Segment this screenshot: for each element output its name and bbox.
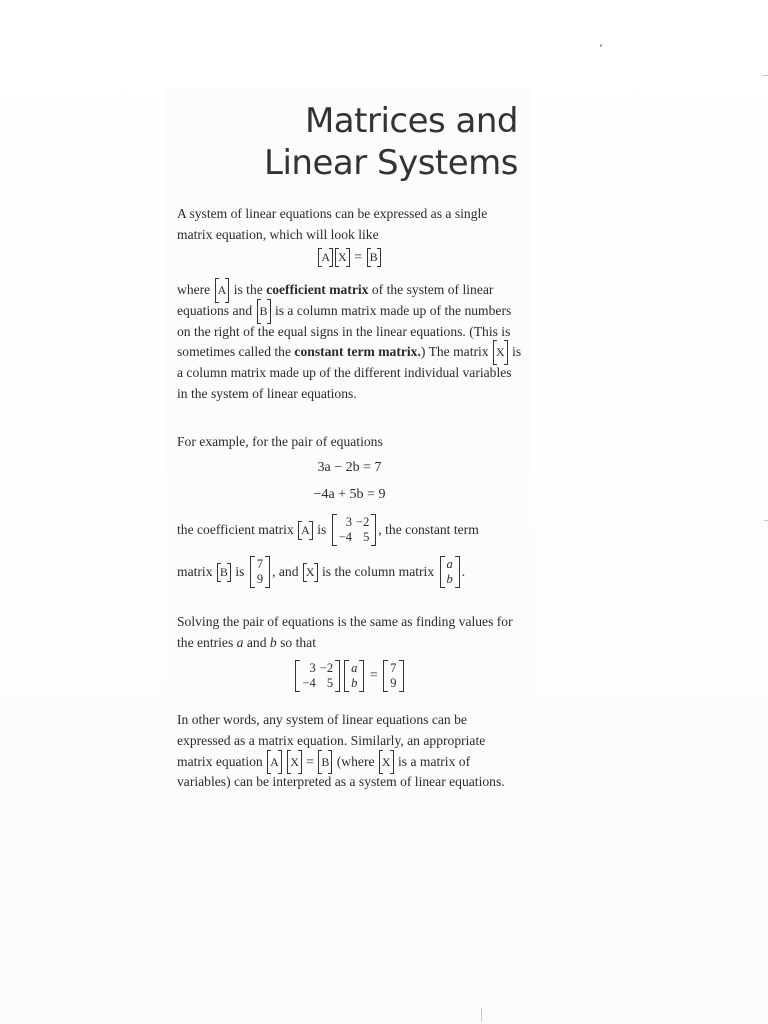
constant-matrix	[383, 660, 403, 692]
equation-2: −4a + 5b = 9	[313, 487, 386, 502]
definition-text: is a column matrix made up of the different individual variables in the system of linear equations.	[177, 344, 522, 401]
matrix-entry: 3	[309, 661, 316, 675]
matrix-entry: 9	[256, 572, 264, 586]
equation-1: 3a − 2b = 7	[317, 460, 382, 475]
scan-speck	[600, 44, 602, 47]
b-x-matrix-row	[177, 556, 537, 588]
page-title	[264, 100, 518, 184]
variable-a: a	[236, 634, 244, 650]
matrix-a-symbol: A	[298, 523, 313, 538]
intro-paragraph-block	[177, 204, 522, 246]
period: .	[461, 564, 466, 579]
variable-matrix	[344, 660, 364, 692]
matrix-entry: b	[351, 676, 358, 690]
scan-edge-mark	[481, 1008, 482, 1022]
matrix-entry: 3	[345, 515, 353, 529]
definition-text: where	[177, 282, 211, 297]
matrix-entry: a	[351, 661, 358, 675]
coefficient-matrix-row	[177, 514, 537, 546]
equals-sign: =	[369, 668, 378, 683]
example-intro-block	[177, 432, 522, 453]
definition-text: is a column matrix made up of the numbers on the right of the equal signs in the linear equations. (This is sometimes called the	[177, 302, 512, 360]
matrix-entry: −4	[338, 530, 353, 544]
matrix-entry: −4	[302, 676, 316, 690]
coefficient-matrix	[332, 514, 377, 546]
b-matrix	[250, 556, 270, 588]
coefficient-matrix-term: coefficient matrix	[266, 282, 369, 297]
matrix-entry: 7	[390, 661, 397, 675]
is-text: is	[317, 522, 327, 537]
and-text: , and	[272, 564, 299, 579]
matrix-b-symbol: B	[217, 565, 231, 580]
matrix-entry: b	[446, 572, 453, 586]
matrix-x-symbol: X	[493, 342, 508, 363]
definition-text: ) The matrix	[420, 344, 489, 360]
matrix-entry: 5	[363, 530, 370, 544]
intro-paragraph: A system of linear equations can be expressed as a single matrix equation, which will look like	[177, 206, 488, 242]
x-matrix	[440, 556, 460, 588]
main-equation	[177, 250, 522, 266]
conclusion-text: is a matrix of variables) can be interpreted as a system of linear equations.	[177, 753, 505, 790]
coefficient-text: the coefficient matrix	[177, 522, 294, 537]
definition-text: is the	[233, 282, 263, 297]
matrix-entry: 7	[256, 557, 264, 571]
column-matrix-text: is the column matrix	[321, 564, 435, 579]
matrix-word: matrix	[177, 564, 213, 579]
matrix-entry: 5	[326, 676, 334, 690]
definition-text: of the system of linear equations and	[177, 282, 494, 318]
matrix-entry: 9	[390, 676, 397, 690]
matrix-x-symbol: X	[335, 250, 350, 265]
coefficient-matrix	[295, 660, 340, 692]
matrix-entry: a	[446, 557, 453, 571]
solving-text: so that	[280, 634, 316, 650]
matrix-entry: −2	[319, 661, 334, 675]
matrix-entry: −2	[356, 515, 370, 529]
variable-b: b	[269, 634, 277, 650]
matrix-b-symbol: B	[367, 250, 381, 265]
solving-text: Solving the pair of equations is the same as finding values for the entries	[177, 614, 513, 650]
equals-sign: =	[354, 250, 363, 265]
equals-sign: =	[306, 753, 314, 769]
scan-edge-mark	[762, 75, 768, 76]
conclusion-text: In other words, any system of linear equations can be expressed as a matrix equation. Similarly, an appropriate matrix equation	[177, 712, 486, 769]
constant-term-text: , the constant term	[378, 522, 479, 537]
matrix-x-symbol: X	[379, 752, 394, 773]
matrix-a-symbol: A	[267, 752, 282, 773]
definition-block	[177, 280, 522, 405]
page-title-line-1: Matrices and	[304, 101, 518, 141]
conclusion-text: (where	[336, 753, 375, 769]
example-intro: For example, for the pair of equations	[177, 434, 383, 449]
matrix-b-symbol: B	[257, 301, 271, 322]
matrix-equation	[177, 660, 522, 692]
matrix-x-symbol: X	[287, 752, 302, 773]
constant-term-matrix-term: constant term matrix.	[294, 344, 421, 360]
conclusion-paragraph	[177, 710, 522, 793]
solving-paragraph	[177, 612, 522, 654]
definition-paragraph	[177, 280, 522, 405]
solving-block	[177, 612, 522, 654]
matrix-a-symbol: A	[215, 280, 230, 301]
is-text: is	[235, 564, 245, 579]
matrix-x-symbol: X	[303, 565, 318, 580]
conclusion-block	[177, 710, 522, 793]
and-text: and	[246, 634, 267, 650]
scan-edge-mark	[764, 520, 768, 521]
matrix-b-symbol: B	[318, 752, 332, 773]
page-title-line-2: Linear Systems	[264, 143, 518, 183]
matrix-a-symbol: A	[318, 250, 333, 265]
